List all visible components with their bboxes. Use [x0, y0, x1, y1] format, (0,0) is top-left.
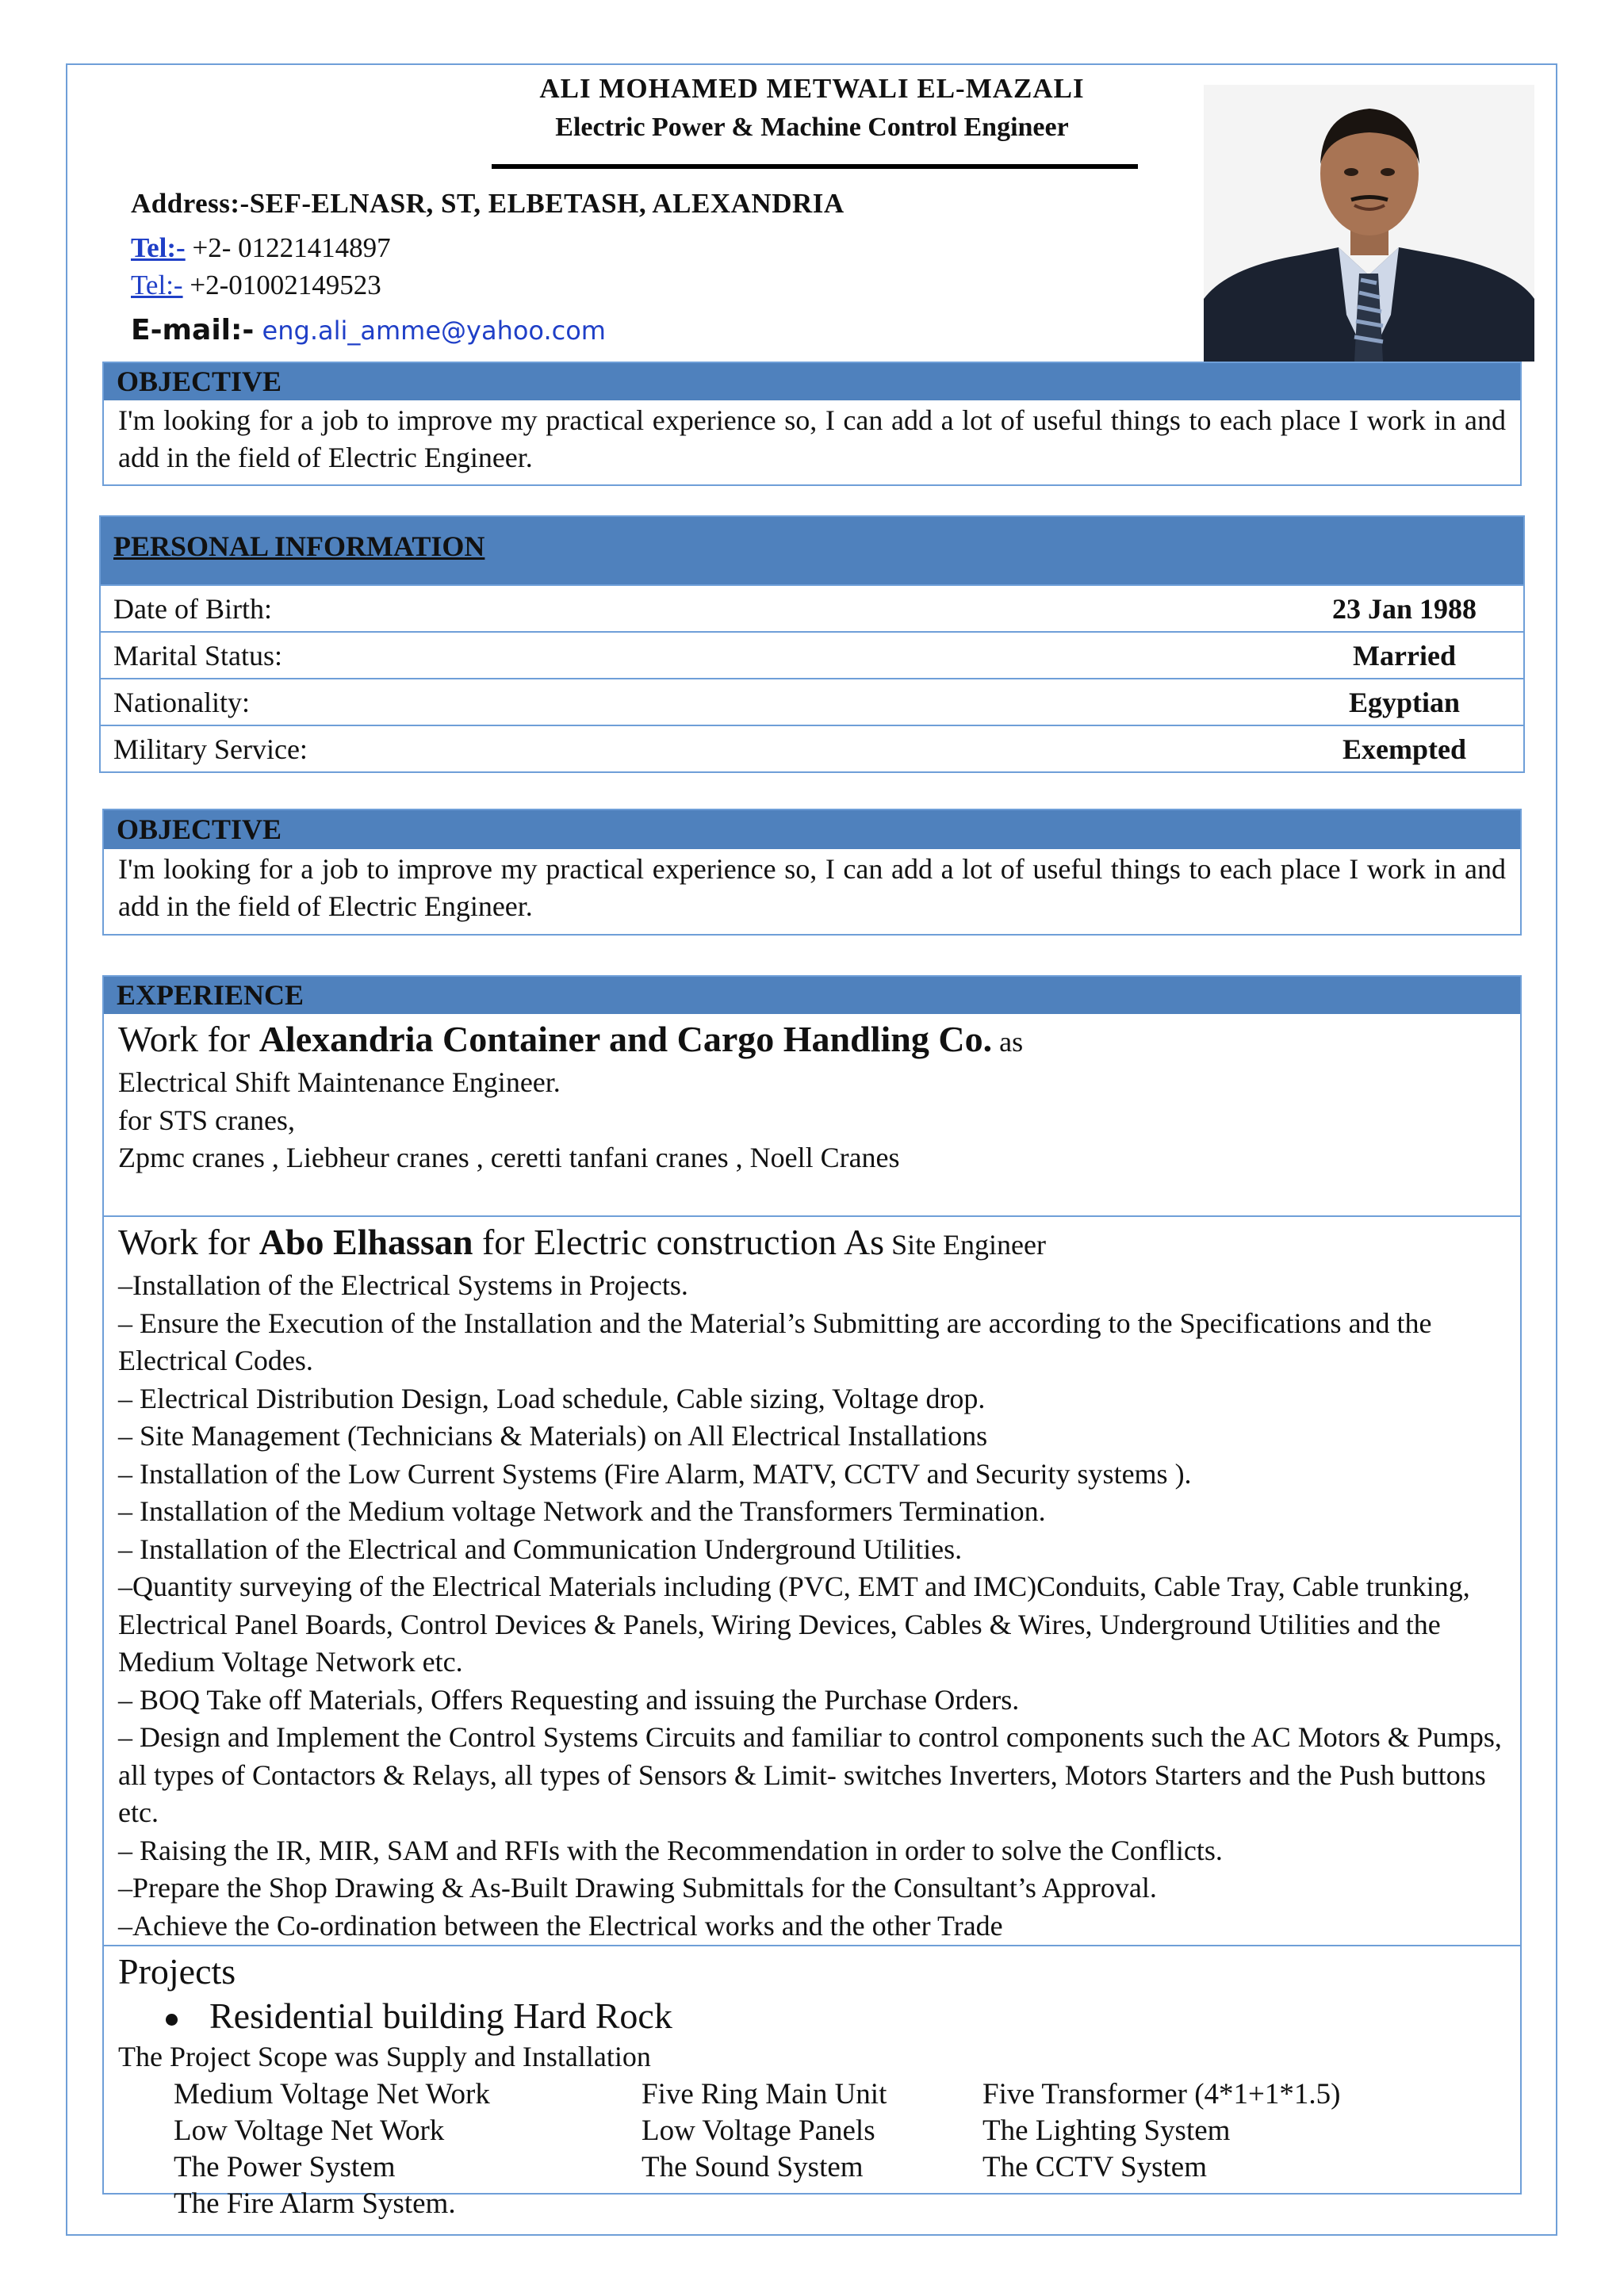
job-2-middle: for Electric construction As [473, 1222, 885, 1262]
dob-value: 23 Jan 1988 [1331, 592, 1477, 625]
objective-heading-2: OBJECTIVE [104, 810, 1520, 849]
job-1-line: Zpmc cranes , Liebheur cranes , ceretti tanfani cranes , Noell Cranes [118, 1142, 900, 1173]
projects-heading: Projects [118, 1951, 236, 1992]
candidate-title: Electric Power & Machine Control Engineer [555, 113, 1069, 142]
job-1-suffix: as [992, 1026, 1024, 1058]
address: Address:-SEF-ELNASR, ST, ELBETASH, ALEXANDRIA [131, 188, 845, 219]
marital-value: Married [1353, 639, 1456, 672]
project-scope-grid [118, 2076, 1506, 2222]
email-value[interactable]: eng.ali_amme@yahoo.com [254, 316, 606, 346]
bullet-icon [166, 2014, 178, 2026]
nationality-row [101, 678, 1523, 725]
projects-block [104, 1945, 1520, 2220]
dob-label: Date of Birth: [113, 592, 272, 625]
job-2 [104, 1215, 1520, 1945]
dob-row [101, 584, 1523, 631]
phone-2-value: +2-01002149523 [182, 270, 381, 300]
header-divider [492, 164, 1138, 169]
marital-label: Marital Status: [113, 639, 282, 672]
objective-heading: OBJECTIVE [104, 363, 1520, 400]
job-2-line: –Installation of the Electrical Systems in Projects. [118, 1269, 688, 1301]
email-label: E-mail:- [131, 314, 255, 346]
scope-item [982, 2186, 1458, 2222]
experience-heading: EXPERIENCE [104, 977, 1520, 1014]
project-name: Residential building Hard Rock [209, 1996, 672, 2036]
scope-item: Low Voltage Net Work [174, 2114, 445, 2147]
job-1 [104, 1014, 1520, 1215]
job-2-line: – Installation of the Medium voltage Network and the Transformers Termination. [118, 1495, 1046, 1527]
scope-item [642, 2186, 982, 2222]
objective-section [102, 362, 1522, 486]
phone-1 [131, 232, 391, 264]
scope-item: Low Voltage Panels [642, 2114, 875, 2147]
profile-photo [1204, 85, 1534, 362]
job-2-line: – Raising the IR, MIR, SAM and RFIs with the Recommendation in order to solve the Conflicts. [118, 1834, 1223, 1866]
scope-item: The Sound System [642, 2150, 864, 2183]
personal-info-heading: PERSONAL INFORMATION [101, 517, 1523, 584]
scope-item: Five Ring Main Unit [642, 2077, 887, 2110]
job-2-line: – BOQ Take off Materials, Offers Requesting and issuing the Purchase Orders. [118, 1683, 1020, 1716]
job-2-line: – Ensure the Execution of the Installation and the Material’s Submitting are according to the Specifications and the Electrical Codes. [118, 1307, 1432, 1376]
marital-row [101, 631, 1523, 678]
job-2-title [118, 1220, 1506, 1267]
job-2-line: –Prepare the Shop Drawing & As-Built Drawing Submittals for the Consultant’s Approval. [118, 1872, 1157, 1904]
phone-2-label[interactable]: Tel:- [131, 270, 183, 300]
job-1-prefix: Work for [118, 1019, 259, 1059]
job-1-title [118, 1017, 1506, 1064]
job-2-line: –Quantity surveying of the Electrical Materials including (PVC, EMT and IMC)Conduits, Cable Tray, Cable trunking, Electrical Panel Boards, Control Devices & Panels, Wiring Devices, Cables & Wires, Underground Utilities and the Medium Voltage Network etc. [118, 1571, 1470, 1678]
scope-item: The Lighting System [982, 2114, 1231, 2147]
objective-section-2 [102, 809, 1522, 936]
military-value: Exempted [1342, 733, 1466, 765]
job-2-line: – Installation of the Electrical and Communication Underground Utilities. [118, 1533, 963, 1565]
personal-info-section [99, 515, 1525, 773]
job-2-line: – Design and Implement the Control Systems Circuits and familiar to control components such the AC Motors & Pumps, all types of Contactors & Relays, all types of Sensors & Limit- switches Inverters, Motors Starters and the Push buttons etc. [118, 1721, 1502, 1828]
scope-item: The Power System [174, 2150, 396, 2183]
military-label: Military Service: [113, 733, 308, 765]
job-1-company: Alexandria Container and Cargo Handling Co. [259, 1019, 993, 1059]
nationality-label: Nationality: [113, 686, 250, 718]
scope-item: The CCTV System [982, 2150, 1207, 2183]
job-1-line: Electrical Shift Maintenance Engineer. [118, 1066, 561, 1098]
job-1-line: for STS cranes, [118, 1104, 295, 1136]
objective-text-2: I'm looking for a job to improve my practical experience so, I can add a lot of useful things to each place I work in and add in the field of Electric Engineer. [118, 853, 1506, 922]
scope-item: Five Transformer (4*1+1*1.5) [982, 2077, 1341, 2110]
phone-2 [131, 270, 381, 301]
experience-section [102, 975, 1522, 2220]
job-2-role: Site Engineer [884, 1229, 1047, 1261]
objective-text: I'm looking for a job to improve my practical experience so, I can add a lot of useful things to each place I work in and add in the field of Electric Engineer. [118, 404, 1506, 473]
military-row [101, 725, 1523, 771]
job-2-line: – Site Management (Technicians & Materials) on All Electrical Installations [118, 1420, 988, 1452]
job-2-line: –Achieve the Co-ordination between the Electrical works and the other Trade [118, 1909, 1003, 1942]
scope-item: The Fire Alarm System. [174, 2187, 456, 2220]
project-scope: The Project Scope was Supply and Installation [118, 2041, 651, 2072]
project-item [118, 1994, 1506, 2038]
phone-1-value: +2- 01221414897 [185, 232, 391, 263]
nationality-value: Egyptian [1348, 686, 1461, 718]
job-2-line: – Installation of the Low Current Systems (Fire Alarm, MATV, CCTV and Security systems ). [118, 1457, 1192, 1490]
job-2-company: Abo Elhassan [259, 1222, 473, 1262]
job-2-prefix: Work for [118, 1222, 259, 1262]
phone-1-label[interactable]: Tel:- [131, 232, 186, 263]
portrait-illustration [1204, 85, 1534, 362]
email [131, 314, 606, 346]
scope-item: Medium Voltage Net Work [174, 2077, 490, 2110]
candidate-name: ALI MOHAMED METWALI EL-MAZALI [539, 73, 1085, 104]
job-2-line: – Electrical Distribution Design, Load schedule, Cable sizing, Voltage drop. [118, 1382, 986, 1414]
